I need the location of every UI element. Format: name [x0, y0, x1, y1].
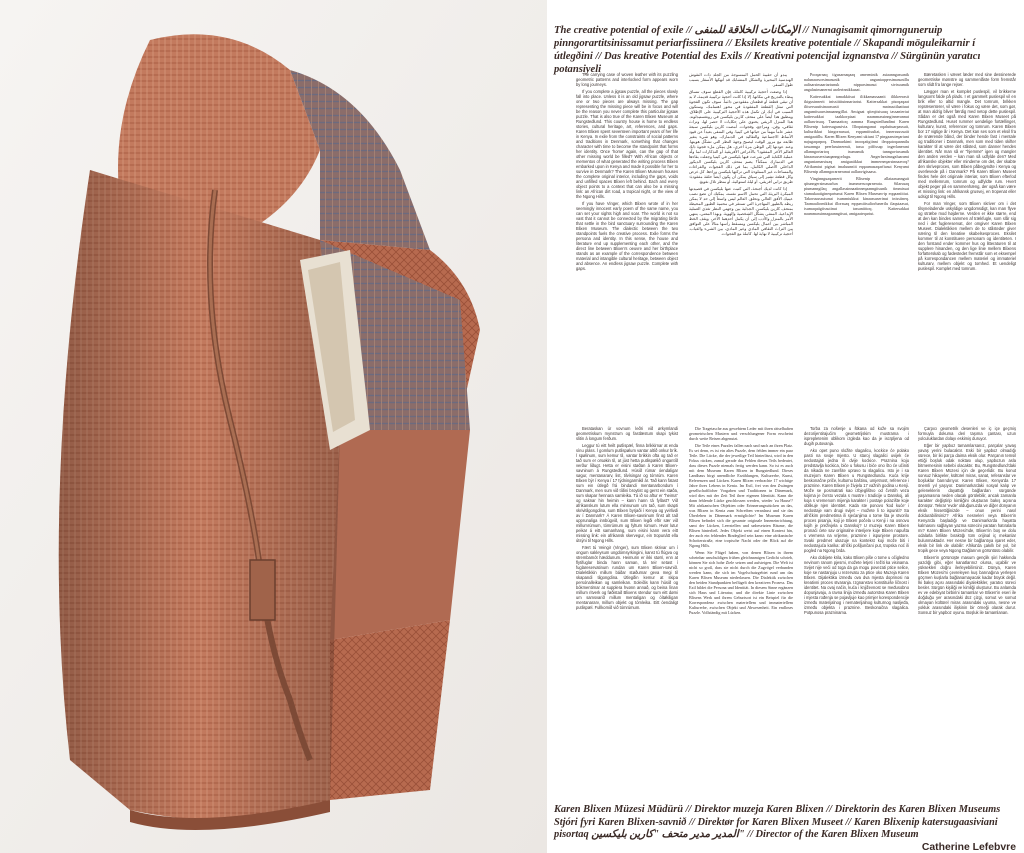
column-greenlandic [804, 72, 909, 412]
column-paragraph: If you complete a jigsaw puzzle, all the pieces slowly fall into place. Unless it is an old jigsaw puzzle, where one or two pieces are always missing. The gap representing the missing piece will be in focus and will be the reason you never complete this particular jigsaw puzzle. That is also true of the Karen Blixen Museum at Rungstedlund. This country house is home to endless stories, cultural heritage, art, references, and gaps. Karen Blixen spent seventeen important years of her life in Kenya. In exile from the constraints of social patterns and traditions in Denmark, something that changes character with time to become the standpoint that forms her identity. Once 'home' again, can the gap of that other missing world be filled? With African objects or mementos of what generated the writing process Blixen embarked upon in Kenya and made it possible for her to survive in Denmark? The Karen Blixen Museum houses the complete original interior, including the gaps, voids and unfilled spaces Blixen left behind. Each and every object points to a context that can also be a missing link: an African dirt road, a tropical night, or the view of the Ngong Hills. [576, 88, 678, 199]
article-title: The creative potential of exile // الإمكانات الخلاقة للمنفى // Nunagisamit qimornguneruip pinngorartitsinissamut periarfissiinera // Eksilets kreative potentiale // Skapandi möguleikarnir í útlegðini // Das kreative Potential des Exils // Kreativni potencijal izgnanstva // Sürgünün yaratıcı potansiyeli [554, 25, 981, 75]
column-paragraph: Ako dobijete krila, kako Blixen piše o tome u očigledno nevinom ranom pjesmi, možete letjeti i težiti ka visinama. Svijet nije veći od toga da ga mogu povezati ptice selice, koje se nastanjuju u rezervatu za ptice oko Muzeja Karen Blixen. Dijalektika između ova dva mjesta doprinosi na kreativni proces stvaranja. Izgnanstvo konstituiše ličnost i identitet. Na ovaj način, kuća i književnost se međusobno dopunjavaju, a ravna linija između autorstva Karen Blixen i mjesta rođenja se pojavljuje kao primjer korespondencije između materijalnog i nematerijalnog kulturnog nasljeđa, između objekta i praznine. Beskonačna slagalica. Potpunosa prazninama. [804, 554, 909, 615]
column-paragraph: Pooqarnaq tigusarnaqaaq amerminik asiaanngassanik nalunaarsorsimasunik anguniaqqersimasunillu aalisarsimaartartunuk nipparsimasut sivisuumik angalasimanermi aarlerinnikkuaat. [804, 72, 909, 92]
article [552, 24, 1018, 853]
column-paragraph: Lægger man et komplet puslespil, vil brikkerne langsomt falde på plads. I et gammelt puslespil vil en brik eller to altid mangle. Det tomrum, brikken repræsenterer, vil være i fokus og være det, som gør, at man aldrig bliver færdig med netop dette puslespil. Sådan er det også med Karen Blixen Museet på Rungstedlund. Huset rummer uendelige fortællinger, kulturarv, kunst, referencer og tomrum. Karen Blixen bor 17 vigtige år i Kenya. Det kan ses som et eksil fra de snærende bånd, der binder hende fast i mentale og traditioner i Danmark, men som med tiden skifter karakter til at være det ståsted, som danner hendes identitet. Når man så er "hjemme" igen og mangler den anden verden – kan man så udfylde den? Med afrikanske objekter eller minderne om det, der skabte den skriveproces, som Blixen påbegyndte i Kenya og overlevede på i Danmark? På Karen Blixen Museet findes hele det originale interiør, som Blixen efterlod med mellemrum, tomrum og udfyldte rum. Hvert objekt peger på en sammenhæng, der også kan være et missing link: en afrikansk grusvej, en tropenat eller udsigt til Ngong Hills. [918, 88, 1016, 199]
column-paragraph: إذا كانت لديك أجنحة، التي كتبت عنها بليكسن في قصيدتها المبكرة البريئة التي تحمل الاسم نفسه، يمكنك أن تضع نصب عينيك الأفق العالي وتحلق. العالم ليس واسعاً إلى حد لا يمكن ربطه بالطيور المهاجرة التي تستقر في محمية الطيور المحيطة بمتحف كارين بليكسن. الجدلية بين وجهتي النظر تغذي العملية الإبداعية. المنفى يشكّل الشخصية والهوية. وبهذا المعنى، ينتهي الأمر بالمنزل والأدب إلى أن يكمل أحدهما الآخر، ويقف الخط المباشر بين أعمال بليكسن ومسقط رأسها مثالاً على التوافق بين التراث الثقافي المادي وغير المادي، بين الشيء والغياب. أحجية تركيبية لا نهاية لها. كاملة مع الفجوات. [689, 185, 793, 236]
column-paragraph: Wenn Sie Flügel haben, von denen Blixen in ihrem scheinbar unschuldigen frühen gleichnamigen Gedicht schrieb, können Sie sich hohe Ziele setzen und aufsteigen. Die Welt ist nicht so groß, dass sie nicht durch die Zugvögel verbunden werden kann, die sich im Vogelschutzgebiet rund um das Karen Blixen Museum niederlassen. Die Dialektik zwischen den beiden Standpunkten beflügelt den kreativen Prozess. Das Exil bildet die Persona und Identität. In diesem Sinne ergänzen sich Haus und Literatur, und die direkte Linie zwischen Blixens Werk und ihrem Geburtsort ist ein Beispiel für die Korrespondenz zwischen materiellem und immateriellem Kulturerbe, zwischen Objekt und Abwesenheit. Ein endloses Puzzle. Vollständig mit Lücken. [689, 549, 793, 615]
column-paragraph: Eğer bir yapboz tamamlarsanız, parçalar yavaş yavaş yerini bulacaktır. Eski bir yapboz olmadığı sürece, bir iki parça daima eksik olur. Parçanın temsil ettiği boşluk odak noktası olup, yapbozun asla bitmemesinin sebebi olacaktır. Bu, Rungstedlund'daki Karen Blixen Müzesi için de geçerlidir. Bu konut sonsuz hikayeler, kültürel miras, sanat, referanslar ve boşluklar barındırıyor. Karen Blixen, Kenya'da 17 önemli yıl yaşıyor. Danimarka'daki sosyal kalıp ve geleneklerin dayattığı bağlardan sürgünde yaşamasına neden olacak görülebilir, ancak zamanla karakter değiştirip kimliğini oluşturan bakış açısına dönüşür. Tekrar 'evde' olduğunuzda ve diğer dünyanın eksik hissettiğinizde – onun yerini nasıl doldurabilirsiniz? Afrika nesneleri veya Blixen'in Kenya'da başladığı ve Danimarka'da hayatta kalmasını sağlayan yazma sürecini yaratan hatıralarla mı? Karen Blixen Müzesi'nde, Blixen'in boş ve dolu odalarla birlikte bıraktığı tüm orijinal iç mekanlar bulunmaktadır. Her nesne bir bağlantıya işaret eder, eksik bir link de olabilir: Afrika'da çakıllı bir yol, bir tropik gece veya Ngong Dağlarının görüntüsü olabilir. [918, 442, 1016, 553]
column-faroese [576, 426, 678, 798]
column-paragraph: Leggur tú eitt heilt putlispæl, finna brikkirnar at enda sínu pláss. Í gomlum putlispølum vantar altíð onkur brík. Í spølinum, sum kemur til, vantar brikkin ofta og tað er tað sum er orsøkin til, at júst hetta putlispælið ongantíð verður liðugt. Hetta er eisini støðan á Karen Blixen-savninum á Rungstedlund. Húsið rúmar óendaligar søgur, mentanararv, list, tilvísingar og tómrúm. Karen Blixen býr í Kenya í 17 týdningarmikil ár. Tað kann fatast sum ein útlegð frá bindandi mentanarbondum í Danmark, men sum við tíðini broytist og gerst ein støða, sum skapar hennara samleika. Tá ið so aftur er "heima" og saknar hin heimin – kann hann tá fyllast? Við afrikanskum lutum ella minnunum um tað, sum skapti skrivitilgongdina, sum Blixen byrjaði í Kenya og yvirlivdi av í Danmark? Á Karen Blixen-savninum finst alt tað upprunaliga innbúgvið, sum Blixen legði eftir sær við millumrúmum, tómrúmum og fyltum rúmum. Hvør lutur peikar á eitt samanhang, sum eisini kann vera eitt missing link: ein afrikansk skervegur, ein tropunátt ella útsýni til Ngong Hills. [576, 442, 678, 543]
column-paragraph: Berataskan úr vovnum leðri við ørkymlandi geometriskum mynstrum og fastlæstum skapi tykist slitin á longum ferðum. [576, 426, 678, 441]
column-paragraph: Vinginnguaqarnerit Blixenip allataasunnguit qitunngersimasurlun isummersoqarnerata. Silarsuaq piumanngilaq angallassinnaatinneqaanngitsunik timmissat siumukaatigineqartunut Karen Blixen Museum-ip eqqaaniittut. Takorusussutunut isummiukkut kinaassuserinut inissiineq. Taamaaliornikkut illorsuaq eqqumiitsuliorlunerilu ilaqutaasut, isumaqatigiissutinut tassaniittoq. Kattersakkat naammassinnagaanngitsut, amigaateqartut. [804, 175, 909, 216]
column-croatian [804, 426, 909, 798]
column-english [576, 72, 678, 417]
column-paragraph: Çarpıcı geometrik desenleri ve iç içe geçmiş formuyla dokuma deri taşıma çantası, uzun yolculuklardan dolayı eskimiş duruyor. [918, 426, 1016, 441]
column-paragraph: يبدو أن حقيبة الحمل المنسوجة من الجلد ذات النقوش الهندسية المحيرة والشكل المتشابك قد أنهكها الأسفار بسبب طول السفر. [689, 72, 793, 87]
column-paragraph: Torba za nošenje u štkana od kože sa svojim dezorijentirajućim geometrijskim mustrama i isprepletenim oblikom izgleda kao da je iscrpljena od dugih putovanja. [804, 426, 909, 446]
column-paragraph: If you have Vinger, which Blixen wrote of in her seemingly innocent early poem of the same name, you can set your sights high and soar. The world is not so vast that it cannot be connected by the migrating birds that settle in the bird sanctuary surrounding the Karen Blixen Museum. The dialectic between the two standpoints fuels the creative process. Exile forms the persona and identity. In this sense, the house and literature end up supplementing each other, and the direct line between Blixen's oeuvre and her birthplace stands as an example of the correspondence between material and intangible cultural heritage, between object and absence. An endless jigsaw puzzle. Complete with gaps. [576, 200, 678, 271]
column-arabic [689, 72, 793, 322]
column-german [689, 426, 793, 798]
column-paragraph: إذا وضعت أحجية تركيبية كاملة، فإن القطع سوف تنساق ببطء بالتدريج في مكانها. إلا إذا كانت أحجية تركيبية قديمة، لا بد أن تبقى قطعة أو قطعتان مفقودتين دائماً. سوف تكون الفجوة التي تمثل القطعة المفقودة في محور اهتمامك، وستكون السبب في أنك لن تكمل هذه الأحجية التركيبية على الإطلاق. وينطبق هذا أيضاً على متحف كارين بليكسن في رونغستيدلوند. هذا المنزل الريفي يحتوي على حكايات لا حصر لها، وتراث ثقافي، وفن، ومراجع، وفجوات. أمضت كارين بليكسن سبعة عشر عاماً مهماً من حياتها في كينيا. وفي المنفى بعيداً عن قيود الأنماط الاجتماعية والتقاليد في الدنمارك، وهو شيء يتغير طابعه مع مرور الوقت ليصبح وجهة النظر التي تشكّل هويتها. وعند عودتها إلى الوطن مرة أخرى، هل يمكن ملء فجوة ذلك العالم الآخر المفقود؟ بالأغراض الأفريقية أو التذكارات لما ولّد عملية الكتابة التي شرعت فيها بليكسن في كينيا وجعلت بقاءها في الدنمارك ممكناً؟ يضم متحف كارين بليكسن الديكور الداخلي الأصلي الكامل، بما في ذلك الفجوات والفراغات والمساحات غير المملوءة التي تركتها بليكسن وراءها. كل غرض وكل قطعة تشير إلى سياق يمكن أن يكون أيضاً حلقة مفقودة: طريق ترابي أفريقي، أو ليلة استوائية، أو منظر تلال نغونغ. [689, 88, 793, 184]
column-paragraph: Die Teile eines Puzzles fallen nach und nach an ihren Platz. Es sei denn, es ist ein altes Puzzle, dem fehlen immer ein paar Teile. Die Lücke, die der jeweilige Teil hinterlässt, wird in den Fokus rücken, zumal gerade das Fehlen dieses Teils bedeutet, dass dieses Puzzle niemals fertig werden kann. So ist es auch mit dem Museum Karen Blixen in Rungstedlund. Dieses Landhaus birgt unendliche Erzählungen, Kulturerbe, Kunst, Referenzen und Lücken. Karen Blixen verbrachte 17 wichtige Jahre ihres Lebens in Kenia. Im Exil, frei von den Zwängen gesellschaftlicher Vorgaben und Traditionen in Dänemark, wird dies mit der Zeit Teil ihrer eigenen Identität. Kann die dann fehlende Lücke geschlossen werden, wieder 'zu Hause'? Mit afrikanischen Objekten oder Erinnerungsstücken an das, was Blixen in Kenia zum Schreiben veranlasst und sie das Überleben in Dänemark ermöglichte? Im Museum Karen Blixen befindet sich die gesamte originale Inneneinrichtung, samt der Lücken, Leerstellen und unbesetzten Räume, die Blixen hinterließ. Jedes Objekt weist auf einen Kontext hin, der auch ein fehlendes Bindeglied sein kann: eine afrikanische Schotterstraße, eine tropische Nacht oder der Blick auf die Ngong Hills. [689, 442, 793, 548]
article-footer [552, 804, 1018, 853]
author-titles: Karen Blixen Müzesi Müdürü // Direktor muzeja Karen Blixen // Direktorin des Karen Blixen Museums Stjóri fyri Karen Blixen-savnið // Direktør for Karen Blixen Museet // Karen Blixenip katersugaasiviani pisortaq المدير مدير متحف "كارين بليكسين" // Director of the Karen Blixen Museum [554, 804, 1001, 841]
author-name: Catherine Lefebvre [921, 841, 1016, 853]
column-paragraph: Ako opet puno složite slagalicu, kockice će polako pasti na svoje mjesto. U staroj slagalici uvijek će nedostajati jedna ili dvije kockice. Praznina koju predstavlja kockica, biće u fokusu i biće ono što će učiniti da nikada ne završite upravo tu slagalicu. Isto je i sa muzejom Karen Blixen u Rungstedlundu. Kuća krije beskonačne priče, kulturnu baštinu, umjetnost, reference i praznine. Karen Blixen je živjela 17 važnih godina u Kenji. Može se posmatrati kao izbjeglištvo od čvrstih veza kojima je čvrsto vezala s mustre i tradicije u Danskoj, ali koja s vremenom mijenja karakter i postaje polazište koje oblikuje njen identitet. Kada ste ponovo 'kod kuće' i nedostaje vam drugi svijet – možete li to ispuniti? Sa afričkim predmetima ili sjećanjima o tome šta je stvorilo proces pisanja, koji je Blixen počela u Kenji i na osnovu kojih je preživjela u Danskoj? U muzeju Karen Blixen pronaći ćete sav originalne interijere koje Blixen napušta s vremena na vrijeme, praznine i ispunjene prostore. Svaki predmet ukazuje na kontekst koji može biti i nedostajuća karika: afrički pošljunčani put, tropska noć ili pogled na Ngong brda. [804, 447, 909, 553]
column-paragraph: Kattersakkat tamakkiisut ilikkamassaanit ilikkeerasit ikigusinnerit inissiitituinnartartut. Kattersakkat pisoqaqaat ilitsersuutisinaassusit matsuutilaattuut angumitsaarsinnaanngillat. Amigaat qiteqitsisaaq tassaniertut kattersakkat taakkorpiaat naammassinnginnerannut aallaavissaq. Taamaattoq aamma Rungstedlundimi Karen Blixenip katersugaasivia. Illoqutanganut oqaluttuarpassuit, kulturikkut kingornussat, eqqumiitsuliat, innersuussutit amigaatillu. Karen Blixen Kenyami ukiuni 17 pingaaruteqartuni najugaqarpoq. Danmarkimi inooqatigiinni ileqqutoqaannilu tassannga peerlussinermit, tassa piffissap ingerlanerani allanngortartoq isumamik tunngaviusumik kinaassusersiuaqanngorlugu. Angerlarsimagaluarami anguniarnarsiuaq amigaatikkut immerneqarsinnaavoq? Afrikamiut pigisat imaluunniit eqqaamasaqarfiusut Kenyami Blixenip allanngorarneranut aallaavigisaasa. [804, 93, 909, 174]
column-danish [918, 72, 1016, 417]
column-paragraph: For man Vinger, som Blixen skriver om i det tilsyneladende uskyldige ungdomsdigt, kan man flyve og stræbe mod højderne. Verden er ikke større, end at den kan bindes sammen af trækfugle, som slår sig ned i det fuglereservat, der omgiver Karen Blixen Museet. Dialektikken mellem de to ståsteder giver næring til den kreative skabelsesproces. Eksilet kommer til at konstituere personam og identiteten. I den forstand ender kommer hus og litteraturen til at supplere hinanden, og den lige linie mellem Blixens forfatterskab og fødestedet fremstår som et eksempel på korrespondancen mellem materiel og immateriel kulturarv, mellem objekt og tomhed. Et uendeligt puslespil. Komplet med tomrum. [918, 200, 1016, 271]
column-paragraph: The carrying case of woven leather with its puzzling geometric patterns and interlocked form appears worn by long journeys. [576, 72, 678, 87]
column-turkish [918, 426, 1016, 798]
column-paragraph: Blixen'in görünüşte masum gençlik şiiri hakkında yazdığı gibi, eğer kanatlarınız olursa, uçabilir ve yüksekleri doğru ilerleyebilirsiniz. Dünya, Karen Blixen Müzesi'ni çevreleyen kuş barınağına yerleşen göçmen kuşlarla bağlanamayacak kadar büyük değil. İki bakış açısı arasındaki diyalektikler, yaratıcı süreci besler. Sürgün kişiliği ve kimliği oluşturur. Bu anlamda ev ve edebiyat birbirini tamamlar ve Blixen'in eseri ile doğduğu yer arasındaki düz çizgi, somut ve somut olmayan kültürel miras arasındaki uyuma, nesne ve yokluk arasındaki ilişkinin bir örneği olarak durur. Sonsuz bir yapboz oyunu. Boşluk ile tamamlanan. [918, 554, 1016, 615]
column-paragraph: Fært tú Veingir (Vinger), sum Blixen skrivar um í ongum sakleysum ungdómsyrkingini, kanst tú flúgva og strembamót hæddunum. Heimurin er ikki størri, enn at flytifuglar binda hann saman, tá teir setast í fuglareservatinum rundan um Karen Blixen-savnið. Dialektikkin millum báðar støðurnar geva megi til skapandi tilgongdina. Útlegðin kemur at skipa persónalleikan og samleikan. Soleiðis kann húsið og bókmentirnar at supplera hvønn annað, og beina línan millum ritverk og føðistað Blixens stendur sum eitt dømi um samsvarið millum mentaligan og óítøkiligan mentanararv, millum objekt og tómleika. Eitt óendaligt putlispæl. Fullkomið við tómrúmum. [576, 544, 678, 610]
column-paragraph: Bæretasken i vævet læder med sine dessinerede geometriske mønstre og sammenlåste form fremstår som slidt fra lange rejser. [918, 72, 1016, 87]
column-paragraph: Die Tragetasche aus gewebtem Leder mit ihren rätselhaften geometrischen Mustern und verschlungener Form erscheint durch weite Reisen abgenutzt. [689, 426, 793, 441]
